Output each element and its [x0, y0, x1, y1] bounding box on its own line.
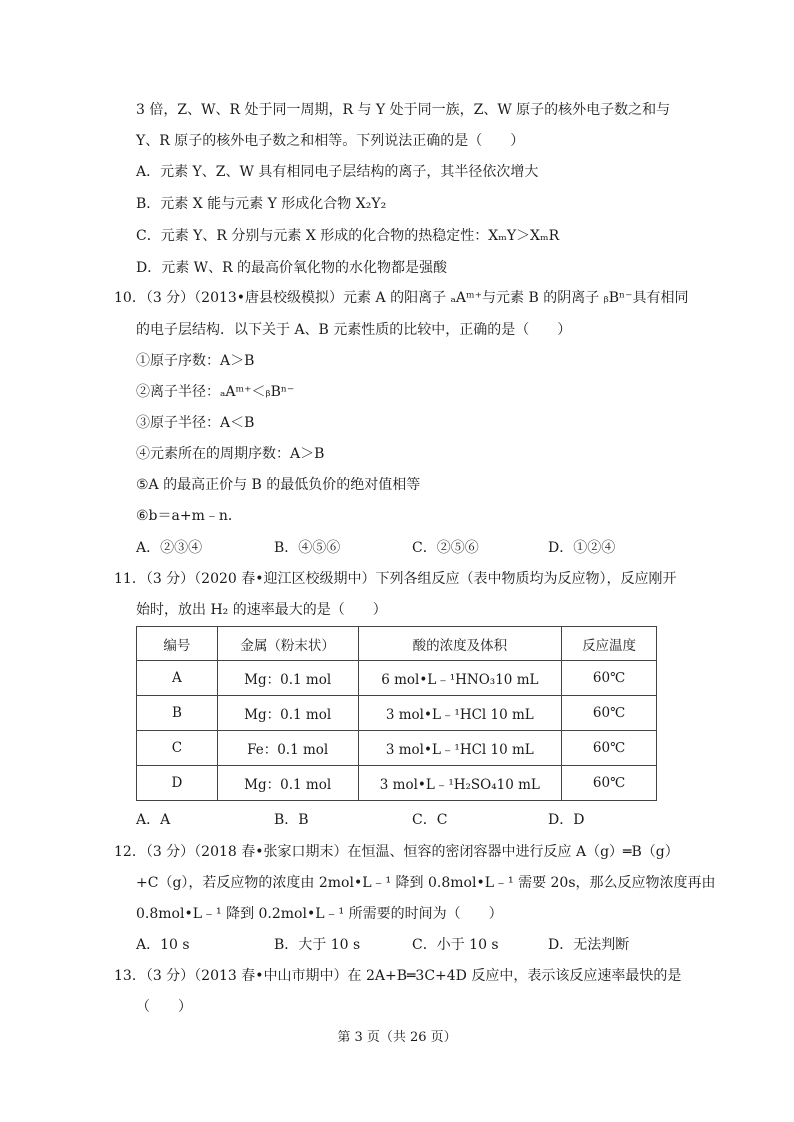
q10-item-3: ③原子半径：A＜B: [136, 415, 255, 431]
table-cell: 6 mol•L﹣¹HNO₃10 mL: [358, 661, 562, 696]
q10-item-4: ④元素所在的周期序数：A＞B: [136, 446, 325, 462]
q11-option-c: C．C: [412, 812, 448, 828]
table-cell: 3 mol•L﹣¹HCl 10 mL: [358, 696, 562, 731]
table-header-cell: 酸的浓度及体积: [358, 627, 562, 661]
q10-stem-line2: 的电子层结构．以下关于 A、B 元素性质的比较中，正确的是（ ）: [136, 322, 572, 338]
table-header-cell: 金属（粉末状）: [217, 627, 358, 661]
q11-option-b: B．B: [274, 812, 309, 828]
table-cell: Mg：0.1 mol: [217, 766, 358, 801]
q11-option-d: D．D: [548, 812, 585, 828]
q12-stem-line2: +C（g），若反应物的浓度由 2mol•L﹣¹ 降到 0.8mol•L﹣¹ 需要 20s，那么反应物浓度再由: [136, 875, 716, 891]
q12-option-c: C．小于 10 s: [412, 937, 499, 953]
table-cell: B: [137, 696, 218, 731]
q10-item-6: ⑥b＝a+m﹣n．: [136, 508, 242, 524]
q12-option-b: B．大于 10 s: [274, 937, 361, 953]
reaction-table: [136, 626, 657, 801]
q10-option-a: A．②③④: [136, 540, 203, 556]
q10-item-5: ⑤A 的最高正价与 B 的最低负价的绝对值相等: [136, 477, 421, 493]
q9-text-line1: 3 倍，Z、W、R 处于同一周期，R 与 Y 处于同一族，Z、W 原子的核外电子数之和与: [136, 102, 671, 118]
table-cell: 60℃: [562, 696, 657, 731]
table-row: [137, 731, 657, 766]
table-row: [137, 696, 657, 731]
table-row: [137, 661, 657, 696]
table-cell: A: [137, 661, 218, 696]
table-cell: 60℃: [562, 766, 657, 801]
table-cell: 3 mol•L﹣¹H₂SO₄10 mL: [358, 766, 562, 801]
page-footer: 第 3 页（共 26 页）: [337, 1030, 457, 1045]
table-header-cell: 编号: [137, 627, 218, 661]
q10-item-2: ②离子半径：ₐAᵐ⁺＜ᵦBⁿ⁻: [136, 384, 295, 400]
table-cell: 60℃: [562, 731, 657, 766]
q11-stem-line2: 始时，放出 H₂ 的速率最大的是（ ）: [136, 602, 387, 618]
q10-option-c: C．②⑤⑥: [412, 540, 479, 556]
q10-item-1: ①原子序数：A＞B: [136, 353, 255, 369]
table-cell: 3 mol•L﹣¹HCl 10 mL: [358, 731, 562, 766]
q12-option-a: A．10 s: [136, 937, 190, 953]
q12-stem-line3: 0.8mol•L﹣¹ 降到 0.2mol•L﹣¹ 所需要的时间为（ ）: [136, 906, 503, 922]
table-row: [137, 766, 657, 801]
q13-stem-line2: （ ）: [136, 999, 192, 1015]
q9-option-d: D．元素 W、R 的最高价氧化物的水化物都是强酸: [136, 260, 448, 276]
table-cell: 60℃: [562, 661, 657, 696]
table-cell: D: [137, 766, 218, 801]
table-cell: Fe：0.1 mol: [217, 731, 358, 766]
q9-option-b: B．元素 X 能与元素 Y 形成化合物 X₂Y₂: [136, 196, 387, 212]
table-header-cell: 反应温度: [562, 627, 657, 661]
q10-option-d: D．①②④: [548, 540, 616, 556]
table-header-row: [137, 627, 657, 661]
q12-option-d: D．无法判断: [548, 937, 630, 953]
q9-option-a: A．元素 Y、Z、W 具有相同电子层结构的离子，其半径依次增大: [136, 164, 539, 180]
table-cell: C: [137, 731, 218, 766]
q9-option-c: C．元素 Y、R 分别与元素 X 形成的化合物的热稳定性：XₘY＞XₘR: [136, 228, 560, 244]
q11-stem-line1: 11．（3 分）（2020 春•迎江区校级期中）下列各组反应（表中物质均为反应物），反应刚开: [114, 571, 677, 587]
q10-option-b: B．④⑤⑥: [274, 540, 341, 556]
q13-stem-line1: 13．（3 分）（2013 春•中山市期中）在 2A+B═3C+4D 反应中，表示该反应速率最快的是: [114, 968, 682, 984]
q12-stem-line1: 12．（3 分）（2018 春•张家口期末）在恒温、恒容的密闭容器中进行反应 A（g）═B（g）: [114, 844, 679, 860]
table-cell: Mg：0.1 mol: [217, 661, 358, 696]
q10-stem-line1: 10．（3 分）（2013•唐县校级模拟）元素 A 的阳离子 ₐAᵐ⁺与元素 B 的阴离子 ᵦBⁿ⁻具有相同: [114, 290, 689, 306]
table-cell: Mg：0.1 mol: [217, 696, 358, 731]
q9-text-line2: Y、R 原子的核外电子数之和相等。下列说法正确的是（ ）: [136, 133, 525, 149]
q11-option-a: A．A: [136, 812, 171, 828]
